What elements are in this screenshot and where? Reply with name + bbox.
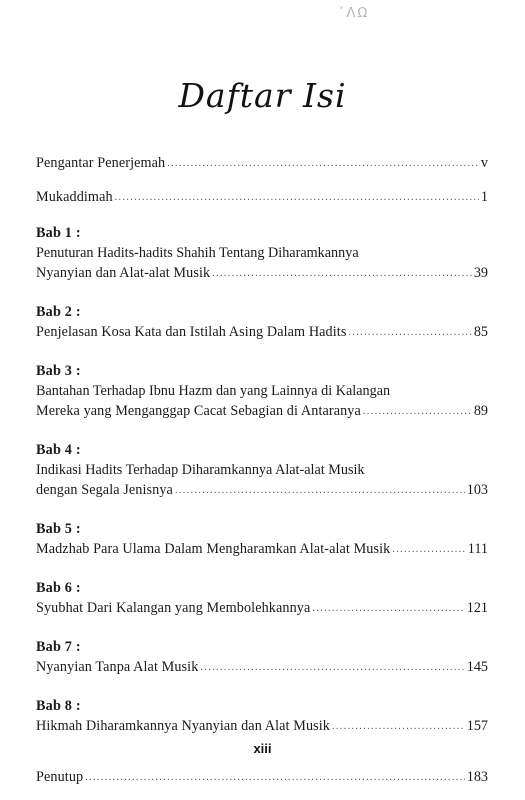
toc-chapter-4[interactable]	[36, 440, 488, 502]
chapter-label: Bab 7 :	[36, 639, 81, 655]
dot-leader	[115, 188, 479, 208]
toc-chapter-7[interactable]	[36, 637, 488, 679]
toc-page-number: v	[480, 155, 488, 171]
toc-chapter-2[interactable]	[36, 302, 488, 344]
toc-page-number: 111	[467, 541, 488, 557]
dot-leader	[175, 481, 465, 501]
dot-leader	[332, 717, 465, 737]
chapter-label: Bab 3 :	[36, 363, 81, 379]
toc-page-number: 103	[466, 482, 488, 498]
toc-page-number: 157	[466, 718, 488, 734]
toc-page-number: 39	[473, 265, 488, 281]
chapter-label: Bab 1 :	[36, 225, 81, 241]
toc-chapter-6[interactable]	[36, 578, 488, 620]
toc-page-number: 121	[466, 600, 488, 616]
chapter-label: Bab 4 :	[36, 442, 81, 458]
toc-page-number: 183	[466, 769, 488, 785]
toc-page-number: 145	[466, 659, 488, 675]
chapter-title-line: Syubhat Dari Kalangan yang Membolehkannya	[36, 600, 311, 616]
toc-entry-text: Penutup	[36, 769, 84, 785]
toc-entry-pengantar[interactable]	[36, 153, 488, 175]
toc-entry-text: Mukaddimah	[36, 189, 113, 205]
chapter-label: Bab 8 :	[36, 698, 81, 714]
table-of-contents	[36, 153, 488, 789]
dot-leader	[312, 599, 464, 619]
chapter-title-line: Penuturan Hadits-hadits Shahih Tentang Diharamkannya	[36, 245, 359, 261]
toc-entry-penutup[interactable]	[36, 767, 488, 789]
dot-leader	[363, 402, 472, 422]
dot-leader	[212, 264, 472, 284]
toc-page-number: 1	[480, 189, 488, 205]
chapter-title-line: Bantahan Terhadap Ibnu Hazm dan yang Lainnya di Kalangan	[36, 383, 391, 399]
toc-entry-text: Pengantar Penerjemah	[36, 155, 166, 171]
toc-chapter-8[interactable]	[36, 696, 488, 738]
toc-entry-mukaddimah[interactable]	[36, 187, 488, 209]
chapter-title-line: Penjelasan Kosa Kata dan Istilah Asing Dalam Hadits	[36, 324, 347, 340]
chapter-title-line: Nyanyian Tanpa Alat Musik	[36, 659, 199, 675]
chapter-title-line: dengan Segala Jenisnya	[36, 482, 173, 498]
toc-chapter-5[interactable]	[36, 519, 488, 561]
dot-leader	[85, 768, 465, 788]
chapter-title-line: Indikasi Hadits Terhadap Diharamkannya Alat-alat Musik	[36, 462, 365, 478]
dot-leader	[392, 540, 465, 560]
toc-page-number: 85	[473, 324, 488, 340]
chapter-label: Bab 6 :	[36, 580, 81, 596]
dot-leader	[348, 323, 471, 343]
toc-chapter-3[interactable]	[36, 361, 488, 423]
chapter-title-line: Hikmah Diharamkannya Nyanyian dan Alat Musik	[36, 718, 330, 734]
dot-leader	[167, 154, 479, 174]
page-title: Daftar Isi	[178, 76, 347, 115]
chapter-title-line: Madzhab Para Ulama Dalam Mengharamkan Alat-alat Musik	[36, 541, 391, 557]
chapter-title-line: Nyanyian dan Alat-alat Musik	[36, 265, 211, 281]
chapter-label: Bab 5 :	[36, 521, 81, 537]
scan-mark: ᾿ΛΩ	[338, 6, 370, 21]
page-number: xiii	[253, 741, 272, 756]
toc-chapter-1[interactable]	[36, 223, 488, 285]
toc-page-number: 89	[473, 403, 488, 419]
dot-leader	[200, 658, 464, 678]
chapter-label: Bab 2 :	[36, 304, 81, 320]
chapter-title-line: Mereka yang Menganggap Cacat Sebagian di Antaranya	[36, 403, 361, 419]
